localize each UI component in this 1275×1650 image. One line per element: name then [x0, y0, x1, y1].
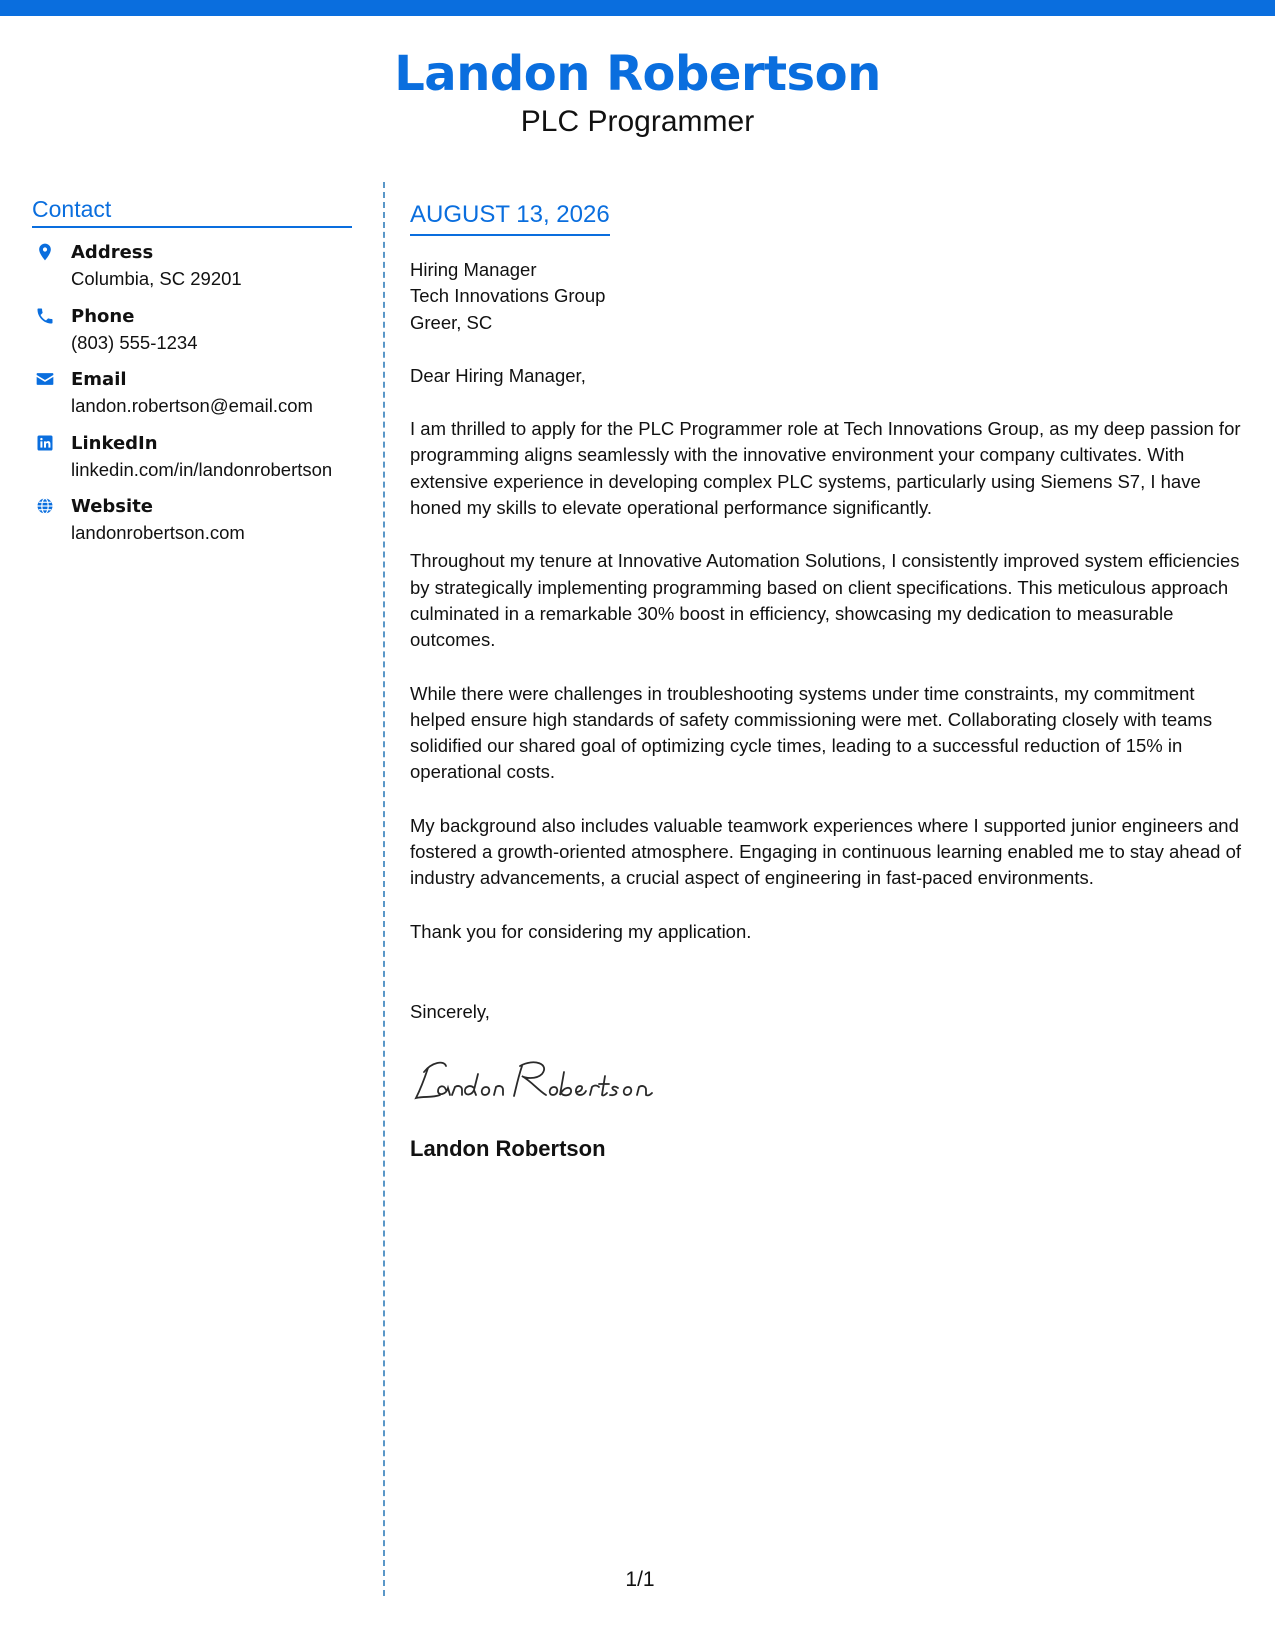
salutation: Dear Hiring Manager,	[410, 364, 586, 386]
closing: Sincerely,	[410, 1000, 490, 1022]
globe-icon	[35, 496, 55, 516]
contact-item-linkedin	[32, 431, 352, 495]
contact-item-address	[32, 240, 352, 304]
contact-item-phone	[32, 304, 352, 368]
letter-paragraph: Thank you for considering my application.	[410, 920, 752, 942]
handwritten-signature	[410, 1050, 1255, 1110]
contact-sidebar	[32, 194, 352, 558]
linkedin-value: linkedin.com/in/landonrobertson	[71, 458, 333, 480]
phone-icon	[35, 306, 55, 326]
linkedin-icon	[35, 433, 55, 453]
top-accent-bar	[0, 0, 1275, 16]
recipient-line: Hiring Manager	[410, 259, 537, 280]
contact-label: Phone	[71, 305, 135, 327]
map-pin-icon	[35, 242, 55, 262]
contact-list	[32, 240, 352, 558]
applicant-name: Landon Robertson	[394, 46, 881, 102]
column-divider	[383, 182, 385, 1596]
contact-label: LinkedIn	[71, 432, 158, 454]
letter-paragraph: My background also includes valuable teamwork experiences where I supported junior engineers and fostered a growth-oriented atmosphere. Engaging in continuous learning enabled me to stay ahead of industry advancements, a crucial aspect of engineering in fast-paced environments.	[410, 814, 1241, 889]
page-number: 1/1	[625, 1568, 655, 1591]
phone-value: (803) 555-1234	[71, 331, 198, 353]
contact-section-title: Contact	[32, 194, 352, 228]
contact-label: Email	[71, 369, 127, 390]
website-value: landonrobertson.com	[71, 522, 245, 543]
letter-body	[410, 198, 1255, 1164]
address-value: Columbia, SC 29201	[71, 268, 242, 289]
letter-paragraph: Throughout my tenure at Innovative Automation Solutions, I consistently improved system efficiencies by strategically implementing programming based on client specifications. This meticulous approach culminated in a remarkable 30% boost in efficiency, showcasing my dedication to measurable outcomes.	[410, 550, 1240, 651]
letter-paragraph: I am thrilled to apply for the PLC Programmer role at Tech Innovations Group, as my deep passion for programming aligns seamlessly with the innovative environment your company cultivates. With extensive experience in developing complex PLC systems, particularly using Siemens S7, I have honed my skills to elevate operational performance significantly.	[410, 418, 1241, 519]
letter-header	[0, 40, 1275, 140]
signer-name: Landon Robertson	[410, 1136, 606, 1162]
recipient-block	[410, 257, 1255, 336]
email-value: landon.robertson@email.com	[71, 395, 313, 416]
job-title: PLC Programmer	[520, 105, 755, 138]
letter-date: AUGUST 13, 2026	[410, 198, 610, 236]
contact-item-website	[32, 494, 352, 558]
contact-label: Website	[71, 496, 154, 517]
email-icon	[35, 369, 55, 389]
signature-graphic	[410, 1050, 680, 1110]
contact-label: Address	[71, 242, 154, 263]
recipient-location: Greer, SC	[410, 311, 493, 333]
letter-paragraph: While there were challenges in troubleshooting systems under time constraints, my commitment helped ensure high standards of safety commissioning were met. Collaborating closely with teams solidified our shared goal of optimizing cycle times, leading to a successful reduction of 15% in operational costs.	[410, 682, 1213, 783]
contact-item-email	[32, 367, 352, 431]
recipient-company: Tech Innovations Group	[410, 285, 606, 307]
